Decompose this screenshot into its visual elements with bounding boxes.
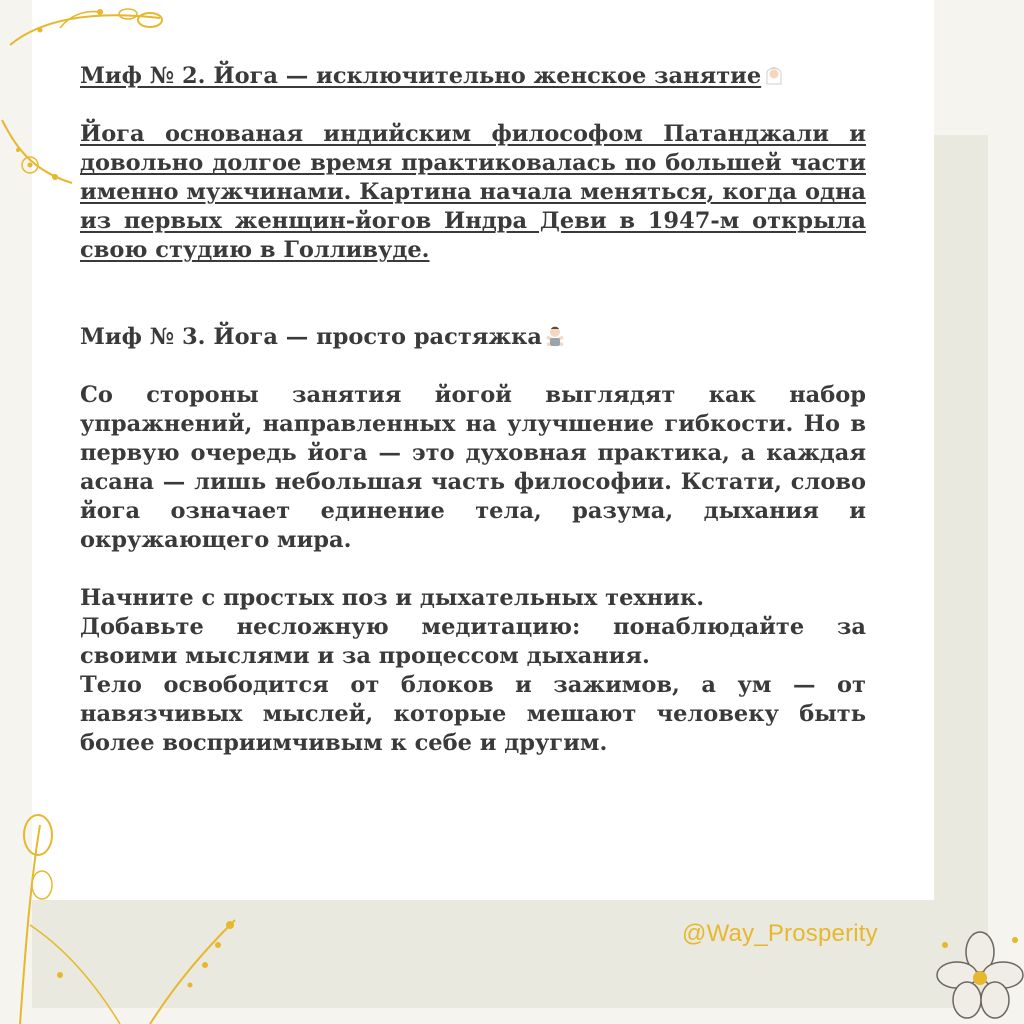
woman-with-headscarf-icon bbox=[763, 64, 785, 86]
floral-bouquet-bottom-left-icon bbox=[0, 805, 250, 1024]
person-gesturing-no-icon bbox=[544, 325, 566, 347]
myth3-body: Со стороны занятия йогой выглядят как набор упражнений, направленных на улучшение гибкости. Но в первую очередь йога — это духовная практика, а каждая асана — лишь небольшая часть философии. Кстати, слово йога означает единение тела, разума, дыхания и окружающего мира. bbox=[80, 382, 866, 553]
flower-bottom-right-icon bbox=[935, 930, 1024, 1024]
advice-line-1: Начните с простых поз и дыхательных техник. bbox=[80, 585, 705, 611]
myth2-body: Йога основаная индийским философом Патанджали и довольно долгое время практиковалась по большей части именно мужчинами. Картина начала меняться, когда одна из первых женщин-йогов Индра Деви в 1947-м открыла свою студию в Голливуде. bbox=[80, 121, 866, 263]
article-content bbox=[80, 62, 866, 758]
floral-corner-top-left-icon bbox=[0, 0, 180, 60]
myth3-title: Миф № 3. Йога — просто растяжка bbox=[80, 323, 866, 352]
advice-line-2: Добавьте несложную медитацию: понаблюдайте за своими мыслями и за процессом дыхания. bbox=[80, 614, 866, 669]
advice-line-3: Тело освободится от блоков и зажимов, а ум — от навязчивых мыслей, которые мешают человеку быть более восприимчивым к себе и другим. bbox=[80, 672, 866, 756]
myth2-title: Миф № 2. Йога — исключительно женское занятие bbox=[80, 62, 866, 91]
author-handle: @Way_Prosperity bbox=[682, 920, 878, 947]
floral-branch-left-icon bbox=[0, 115, 80, 195]
